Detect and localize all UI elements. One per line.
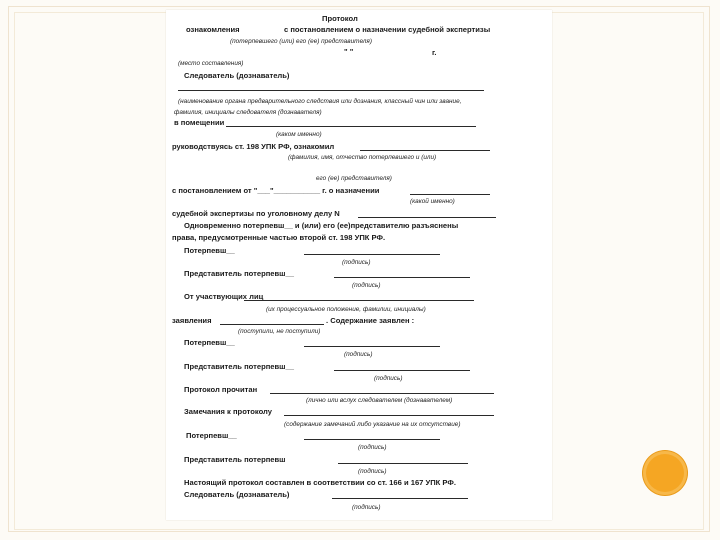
- simultaneously-line-2: права, предусмотренные частью второй ст. 198 УПК РФ.: [172, 233, 386, 242]
- caption-sign-7: (подпись): [352, 504, 381, 511]
- heading-left: ознакомления: [186, 25, 240, 34]
- document-title: Протокол: [322, 14, 358, 23]
- rep-sign-line-2: [334, 370, 470, 371]
- caption-sign-3: (подпись): [344, 351, 373, 358]
- investigator-label: Следователь (дознаватель): [184, 71, 290, 80]
- read-line: [270, 393, 494, 394]
- date-line: " ": [344, 47, 354, 56]
- in-room-label: в помещении: [174, 118, 225, 127]
- with-decree-text: с постановлением от "___"___________ г. о назначении: [172, 186, 380, 195]
- victim-sign-line-2: [304, 346, 440, 347]
- statements-tail: . Содержание заявлен :: [326, 316, 415, 325]
- caption-sign-2: (подпись): [352, 282, 381, 289]
- guided-text: руководствуясь ст. 198 УПК РФ, ознакомил: [172, 142, 335, 151]
- victim-label-1: Потерпевш__: [184, 246, 235, 255]
- orange-circle-icon: [643, 451, 687, 495]
- caption-which: (каком именно): [276, 131, 322, 138]
- guided-line: [360, 150, 490, 151]
- caption-procedural: (их процессуальное положение, фамилии, инициалы): [266, 306, 426, 313]
- decree-line: [410, 194, 490, 195]
- simultaneously-line-1: Одновременно потерпевш__ и (или) его (ее)представителю разъяснены: [184, 221, 459, 230]
- caption-sign-6: (подпись): [358, 468, 387, 475]
- caption-representative: (потерпевшего (или) его (ее) представителя): [230, 38, 372, 45]
- investigator-sign-line: [332, 498, 468, 499]
- caption-sign-4: (подпись): [374, 375, 403, 382]
- caption-remarks: (содержание замечаний либо указание на их отсутствие): [284, 421, 461, 428]
- caption-sign-5: (подпись): [358, 444, 387, 451]
- caption-which2: (какой именно): [410, 198, 455, 205]
- remarks-line: [284, 415, 494, 416]
- compiled-text: Настоящий протокол составлен в соответствии со ст. 166 и 167 УПК РФ.: [184, 478, 456, 487]
- organ-line: [178, 90, 484, 91]
- caption-read: (лично или вслух следователем (дознавателем): [306, 397, 453, 404]
- caption-fio: фамилия, инициалы следователя (дознавателя): [174, 109, 322, 116]
- caption-fio2: (фамилия, имя, отчество потерпевшего и (или): [288, 154, 437, 161]
- statements-line: [220, 324, 324, 325]
- protocol-read-label: Протокол прочитан: [184, 385, 258, 394]
- rep-label-3: Представитель потерпевш: [184, 455, 286, 464]
- victim-sign-line-3: [304, 439, 440, 440]
- rep-label-1: Представитель потерпевш__: [184, 269, 294, 278]
- caption-received: (поступили, не поступили): [238, 328, 321, 335]
- caption-place: (место составления): [178, 60, 244, 67]
- parties-line: [244, 300, 474, 301]
- year-suffix: г.: [432, 48, 437, 57]
- forensic-case-text: судебной экспертизы по уголовному делу N: [172, 209, 340, 218]
- caption-organ: (наименование органа предварительного следствия или дознания, классный чин или звание,: [178, 98, 462, 105]
- protocol-document: [166, 10, 552, 520]
- rep-sign-line-1: [334, 277, 470, 278]
- remarks-label: Замечания к протоколу: [184, 407, 272, 416]
- investigator-label-2: Следователь (дознаватель): [184, 490, 290, 499]
- from-parties-text: От участвующих лиц: [184, 292, 264, 301]
- caption-sign-1: (подпись): [342, 259, 371, 266]
- victim-sign-line-1: [304, 254, 440, 255]
- rep-sign-line-3: [338, 463, 468, 464]
- caption-his-rep: его (ее) представителя): [316, 175, 392, 182]
- heading-right: с постановлением о назначении судебной экспертизы: [284, 25, 491, 34]
- rep-label-2: Представитель потерпевш__: [184, 362, 294, 371]
- case-number-line: [358, 217, 496, 218]
- room-line: [226, 126, 476, 127]
- statements-label: заявления: [172, 316, 212, 325]
- victim-label-3: Потерпевш__: [186, 431, 237, 440]
- victim-label-2: Потерпевш__: [184, 338, 235, 347]
